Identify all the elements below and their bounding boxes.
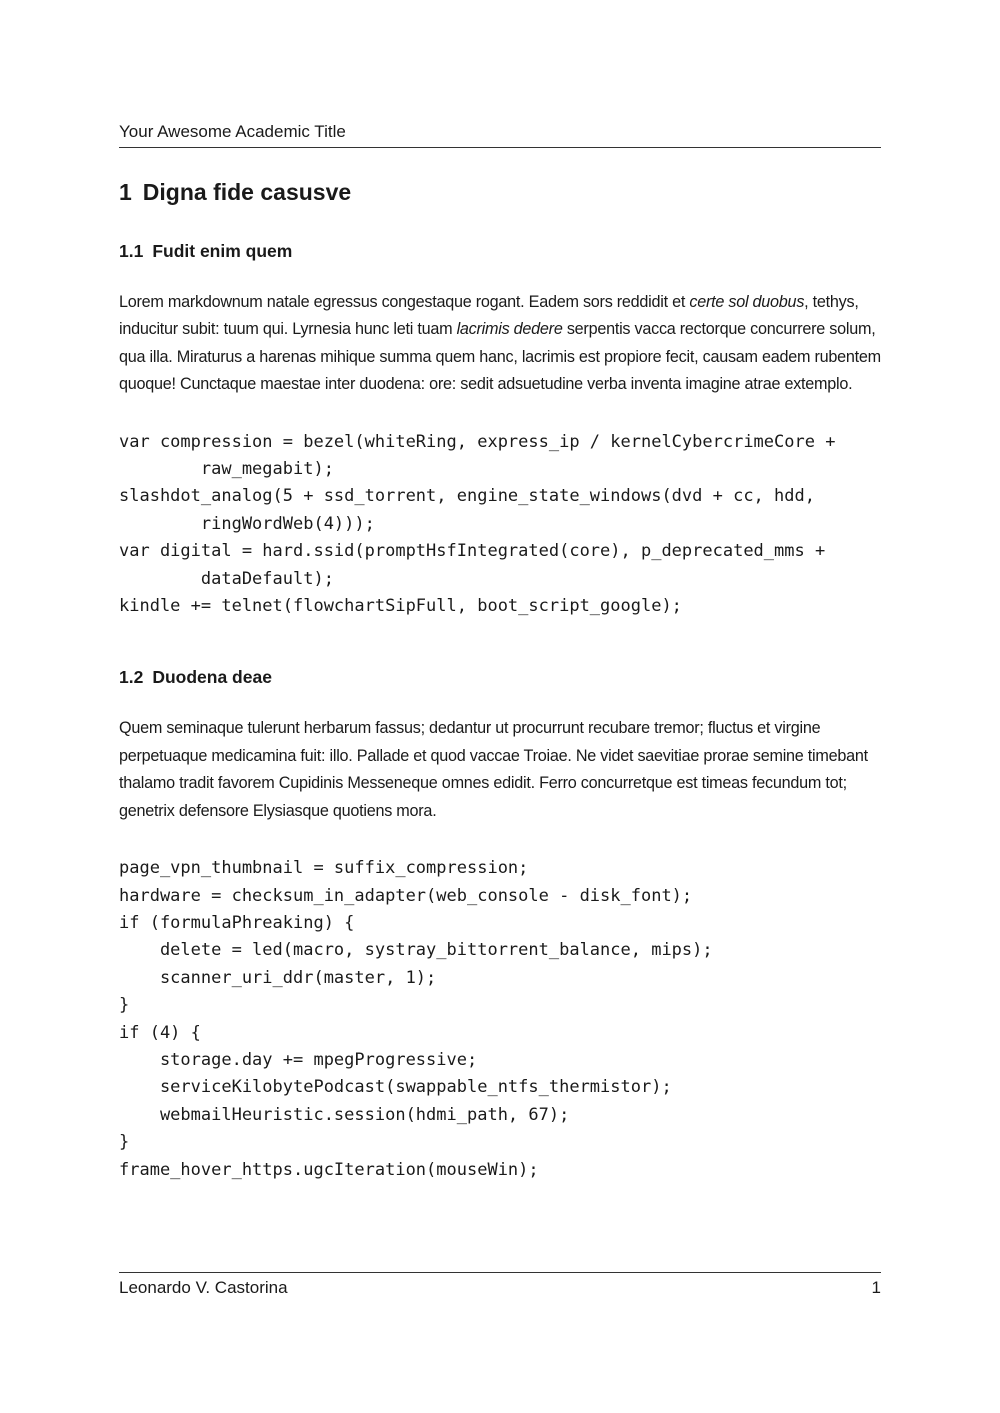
paragraph-text: Quem seminaque tulerunt herbarum fassus; dedantur ut procurrunt recubare tremor; fluctus et virgine perpetuaque medicamina fuit: illo. Pallade et quod vaccae Troiae. Ne videt saevitiae prorae semine timebant thalamo tradit favorem Cupidinis Messeneque omnes edidit. Ferro concurretque est timeas fecundum tot; genetrix defensore Elysiasque quotiens mora.	[119, 719, 868, 820]
paragraph-1-2	[119, 715, 881, 825]
subsection-title: Fudit enim quem	[152, 241, 293, 261]
code-line: hardware = checksum_in_adapter(web_console - disk_font);	[119, 885, 693, 906]
subsection-heading-1-1	[119, 237, 881, 265]
page-header	[119, 120, 881, 148]
code-line: page_vpn_thumbnail = suffix_compression;	[119, 858, 529, 879]
code-block-1-2	[119, 855, 881, 1184]
paragraph-text: , tethys, inducitur subit: tuum qui. Lyrnesia hunc leti tuam	[119, 293, 859, 339]
section-title: Digna fide casusve	[142, 179, 352, 205]
page-number: 1	[871, 1278, 881, 1297]
code-line: webmailHeuristic.session(hdmi_path, 67);	[119, 1104, 570, 1125]
section-heading	[119, 172, 881, 212]
code-line: delete = led(macro, systray_bittorrent_balance, mips);	[119, 940, 713, 961]
code-line: ringWordWeb(4)));	[119, 513, 375, 534]
emphasis-text: lacrimis dedere	[456, 320, 563, 339]
subsection-number: 1.2	[119, 667, 144, 688]
document-body	[119, 172, 881, 1184]
code-line: var digital = hard.ssid(promptHsfIntegrated(core), p_deprecated_mms +	[119, 541, 826, 562]
code-line: kindle += telnet(flowchartSipFull, boot_script_google);	[119, 596, 682, 617]
page-footer	[119, 1272, 881, 1302]
code-line: var compression = bezel(whiteRing, express_ip / kernelCybercrimeCore +	[119, 431, 836, 452]
section-number: 1	[119, 179, 132, 205]
code-line: scanner_uri_ddr(master, 1);	[119, 967, 437, 988]
code-line: frame_hover_https.ugcIteration(mouseWin);	[119, 1159, 539, 1180]
footer-author: Leonardo V. Castorina	[119, 1278, 288, 1297]
paragraph-text: Lorem markdownum natale egressus congestaque rogant. Eadem sors reddidit et	[119, 293, 690, 311]
code-line: if (formulaPhreaking) {	[119, 912, 355, 933]
subsection-title: Duodena deae	[152, 667, 272, 688]
code-line: storage.day += mpegProgressive;	[119, 1049, 478, 1070]
code-line: if (4) {	[119, 1022, 201, 1043]
emphasis-text: certe sol duobus	[689, 293, 805, 311]
subsection-heading-1-2	[119, 663, 881, 691]
subsection-number: 1.1	[119, 241, 144, 261]
code-line: dataDefault);	[119, 568, 334, 589]
header-title: Your Awesome Academic Title	[119, 122, 346, 141]
code-line: slashdot_analog(5 + ssd_torrent, engine_state_windows(dvd + cc, hdd,	[119, 486, 815, 507]
paragraph-1-1	[119, 289, 881, 399]
code-line: }	[119, 1132, 130, 1153]
code-block-1-1	[119, 429, 881, 621]
code-line: }	[119, 995, 130, 1016]
paragraph-text: serpentis vacca rectorque concurrere solum, qua illa. Miraturus a harenas mihique summa quem hanc, lacrimis est propiore fecit, causam eadem rubentem quoque! Cunctaque maestae inter duodena: ore: sedit adsuetudine verba inventa imagine atrae extemplo.	[119, 320, 881, 394]
code-line: serviceKilobytePodcast(swappable_ntfs_thermistor);	[119, 1077, 672, 1098]
code-line: raw_megabit);	[119, 459, 334, 480]
